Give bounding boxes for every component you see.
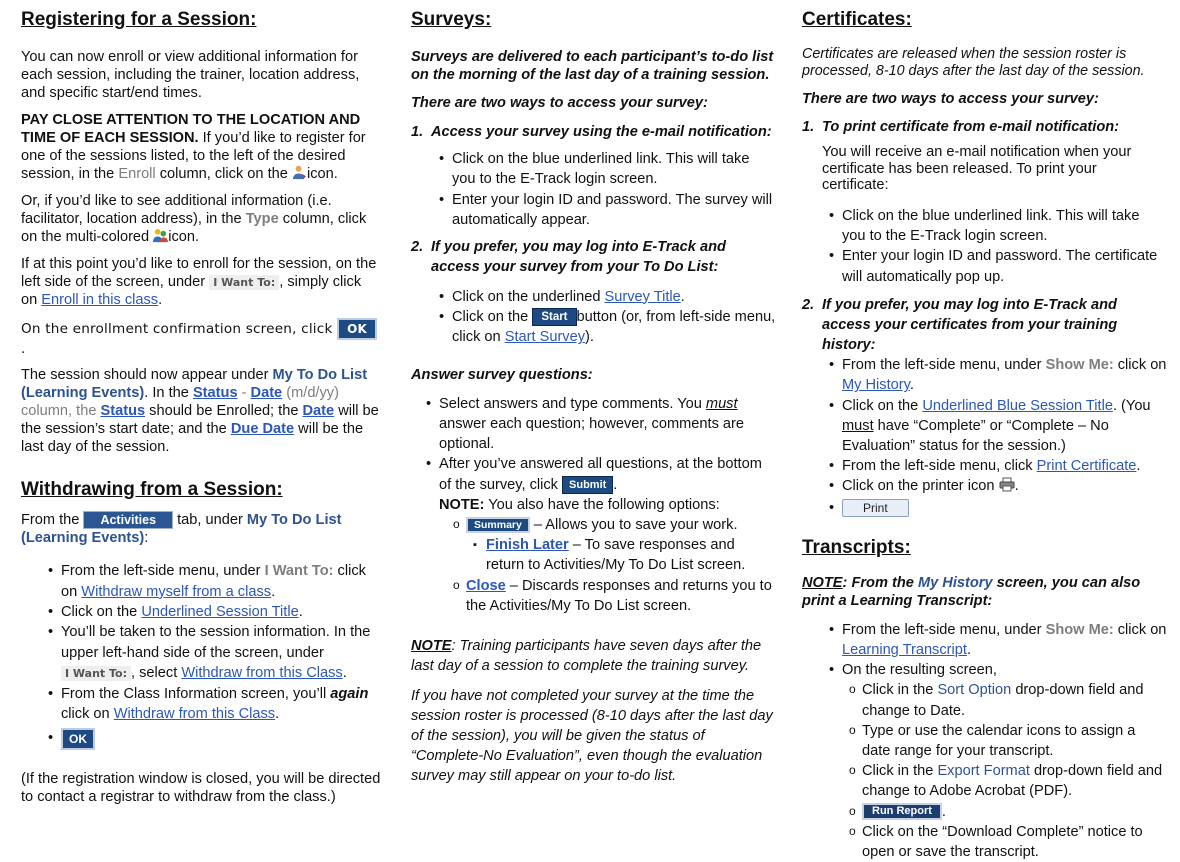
list-item: • Click on the blue underlined link. This will take you to the E-Track login screen. (842, 206, 1167, 247)
surveys-two-ways: There are two ways to access your survey: (411, 95, 708, 111)
list-item (61, 728, 381, 750)
print-button[interactable]: Print (842, 499, 909, 517)
list-item: • You’ll be taken to the session information. In the upper left-hand side of the screen, under I Want To: , select Withdraw from this Class. (61, 622, 381, 683)
i-want-to-label: I Want To: (61, 666, 131, 681)
list-item (842, 498, 1167, 518)
survey-title-link[interactable]: Survey Title (604, 288, 681, 305)
transcripts-steps (802, 620, 1167, 681)
learning-transcript-link[interactable]: Learning Transcript (842, 641, 967, 658)
survey-method-1-steps (411, 149, 776, 231)
list-item: o Close – Discards responses and returns you to the Activities/My To Do List screen. (466, 576, 776, 616)
survey-method-2-steps (411, 287, 776, 348)
list-item: • From the Class Information screen, you’ll again click on Withdraw from this Class. (61, 684, 381, 725)
heading-surveys: Surveys: (411, 9, 492, 30)
transcripts-note: NOTE: From the My History screen, you can also print a Learning Transcript: (802, 574, 1141, 609)
answer-survey-steps (411, 394, 776, 515)
heading-certificates: Certificates: (802, 9, 912, 30)
multicolored-info-icon[interactable] (153, 228, 168, 243)
heading-registering: Registering for a Session: (21, 9, 257, 30)
list-item: o Type or use the calendar icons to assign a date range for your transcript. (862, 721, 1167, 761)
certificates-intro: Certificates are released when the session roster is processed, 8-10 days after the last day of the session. (802, 46, 1145, 79)
print-certificate-link[interactable]: Print Certificate (1036, 458, 1137, 475)
column-certificates (802, 8, 1167, 862)
survey-status-note: If you have not completed your survey at the time the session roster is processed (8-10 days after the last day of the session), you will be given the status of “Complete-No Evaluation”, even though the evaluation survey may still appear on your to-do list. (411, 688, 773, 785)
run-report-button[interactable]: Run Report (862, 803, 942, 820)
withdraw-from-class-link[interactable]: Withdraw from this Class (181, 665, 343, 682)
cert-method-2-steps (802, 355, 1167, 518)
list-item: o Click in the Sort Option drop-down field and change to Date. (862, 680, 1167, 720)
summary-suboptions (411, 535, 776, 575)
withdraw-intro: From the Activities tab, under My To Do List (Learning Events): (21, 512, 342, 547)
answer-survey-heading: Answer survey questions: (411, 366, 593, 383)
list-item: • Click on the printer icon . (842, 476, 1167, 496)
ok-button-withdraw[interactable]: OK (61, 728, 95, 750)
survey-deadline-note: NOTE: Training participants have seven days after the last day of a session to complete the training survey. (411, 638, 762, 675)
register-paragraph-status: The session should now appear under My To Do List (Learning Events). In the Status - Date (m/d/yy) column, the Status should be Enrolled; the Date will be the session’s start date; and the Due Date will be the last day of the session. (21, 367, 379, 455)
session-title-link[interactable]: Underlined Session Title (141, 603, 299, 620)
my-history-link[interactable]: My History (842, 377, 910, 394)
submit-button[interactable]: Submit (562, 476, 613, 494)
list-item: • Click on the Underlined Session Title. (61, 602, 381, 622)
enroll-person-icon[interactable] (292, 165, 307, 180)
list-item: • From the left-side menu, under Show Me: click on My History. (842, 355, 1167, 395)
withdraw-steps (21, 561, 381, 750)
certificates-two-ways: There are two ways to access your survey: (802, 91, 1099, 107)
list-item: o Click on the “Download Complete” notice to open or save the transcript. (862, 822, 1167, 862)
list-item: o Run Report . (862, 802, 1167, 822)
surveys-intro: Surveys are delivered to each participant’s to-do list on the morning of the last day of a training session. (411, 49, 774, 83)
transcripts-substeps (802, 680, 1167, 862)
survey-method-2: 2. If you prefer, you may log into E-Track and access your survey from your To Do List: (411, 238, 726, 275)
withdraw-closing-note: (If the registration window is closed, you will be directed to contact a registrar to withdraw from the class.) (21, 771, 381, 806)
withdraw-from-class-link-2[interactable]: Withdraw from this Class (113, 705, 276, 722)
column-surveys (411, 8, 776, 786)
printer-icon[interactable] (999, 477, 1015, 492)
list-item: • Click on the blue underlined link. This will take you to the E-Track login screen. (452, 149, 776, 190)
list-item: • From the left-side menu, under I Want To: click on Withdraw myself from a class. (61, 561, 381, 602)
close-link[interactable]: Close (466, 577, 506, 594)
list-item: o Click in the Export Format drop-down field and change to Adobe Acrobat (PDF). (862, 761, 1167, 801)
survey-options (411, 515, 776, 535)
register-paragraph-ok: On the enrollment confirmation screen, click OK. (21, 318, 381, 358)
survey-method-1: 1. Access your survey using the e-mail notification: (411, 124, 772, 140)
withdraw-myself-link[interactable]: Withdraw myself from a class (81, 583, 272, 600)
ok-button[interactable]: OK (337, 318, 377, 340)
cert-method-1: 1. To print certificate from e-mail notification: (802, 119, 1120, 135)
list-item: o Summary – Allows you to save your work. (466, 515, 776, 535)
heading-transcripts: Transcripts: (802, 536, 911, 558)
list-item: • After you’ve answered all questions, at the bottom of the survey, click Submit . (439, 454, 776, 494)
register-paragraph-enroll: PAY CLOSE ATTENTION TO THE LOCATION AND TIME OF EACH SESSION. If you’d like to register for one of the sessions listed, to the left of the desired session, in the Enroll column, click on the icon. (21, 112, 366, 182)
survey-options-close (411, 576, 776, 616)
start-button[interactable]: Start (532, 308, 576, 326)
start-survey-link[interactable]: Start Survey (504, 329, 586, 346)
i-want-to-label: I Want To: (209, 275, 279, 290)
list-item: • From the left-side menu, click Print Certificate. (842, 456, 1167, 476)
list-item: • Select answers and type comments. You must answer each question; however, comments are optional. (439, 394, 776, 455)
column-registering (21, 8, 381, 806)
cert-method-2: 2. If you prefer, you may log into E-Track and access your certificates from your training history: (802, 297, 1118, 354)
list-item: • Click on the Start button (or, from left-side menu, click on Start Survey). (452, 307, 776, 348)
heading-withdrawing: Withdrawing from a Session: (21, 479, 283, 500)
list-item: • From the left-side menu, under Show Me: click on Learning Transcript. (842, 620, 1167, 660)
register-paragraph-type: Or, if you’d like to see additional information (i.e. facilitator, location address), in the Type column, click on the multi-colored icon. (21, 193, 367, 245)
list-item: • Click on the underlined Survey Title. (452, 287, 776, 307)
list-item: ▪ Finish Later – To save responses and return to Activities/My To Do List screen. (486, 535, 776, 575)
list-item: • Enter your login ID and password. The certificate will automatically pop up. (842, 246, 1167, 287)
register-intro: You can now enroll or view additional information for each session, including the trainer, location address, and specific start/end times. (21, 49, 360, 101)
list-item: • Click on the Underlined Blue Session Title. (You must have “Complete” or “Complete – No Evaluation” status for the session.) (842, 396, 1167, 457)
cert-method-1-steps (802, 206, 1167, 288)
activities-tab[interactable]: Activities (83, 511, 173, 529)
finish-later-link[interactable]: Finish Later (486, 537, 569, 554)
list-item: • On the resulting screen, (842, 660, 1167, 680)
enroll-in-this-class-link[interactable]: Enroll in this class (41, 292, 159, 308)
session-title-blue-link[interactable]: Underlined Blue Session Title (922, 397, 1113, 414)
list-item: NOTE: You also have the following options: (439, 496, 720, 513)
summary-button[interactable]: Summary (466, 517, 530, 533)
list-item: • Enter your login ID and password. The survey will automatically appear. (452, 190, 776, 231)
cert-method-1-text: You will receive an e-mail notification when your certificate has been released. To print your certificate: (822, 144, 1132, 193)
register-paragraph-iwant: If at this point you’d like to enroll for the session, on the left side of the screen, under I Want To: , simply click on Enroll in this class. (21, 256, 377, 308)
